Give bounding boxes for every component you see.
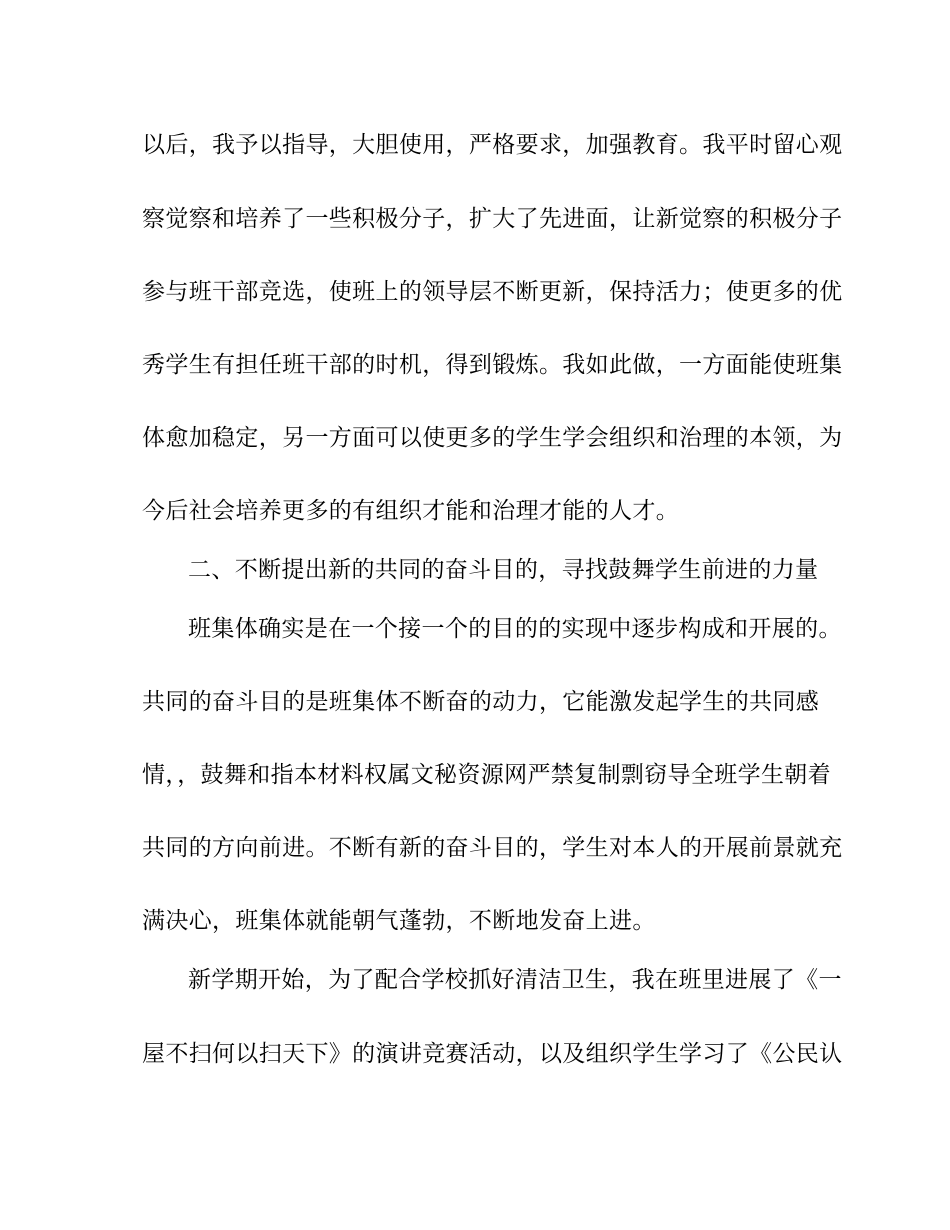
paragraph-line-12: 满决心，班集体就能朝气蓬勃，不断地发奋上进。 <box>142 908 656 934</box>
paragraph-line-9: 共同的奋斗目的是班集体不断奋的动力，它能激发起学生的共同感 <box>142 689 820 715</box>
paragraph-line-3: 参与班干部竞选，使班上的领导层不断更新，保持活力；使更多的优 <box>142 279 843 305</box>
paragraph-line-10: 情，，鼓舞和指本材料权属文秘资源网严禁复制剽窃导全班学生朝着 <box>142 762 831 788</box>
section-heading: 二、不断提出新的共同的奋斗目的，寻找鼓舞学生前进的力量 <box>188 557 819 583</box>
paragraph-line-13: 新学期开始，为了配合学校抓好清洁卫生，我在班里进展了《一 <box>188 967 842 993</box>
paragraph-line-1: 以后，我予以指导，大胆使用，严格要求，加强教育。我平时留心观 <box>142 132 843 158</box>
paragraph-line-6: 今后社会培养更多的有组织才能和治理才能的人才。 <box>142 498 680 524</box>
paragraph-line-8: 班集体确实是在一个接一个的目的的实现中逐步构成和开展的。 <box>188 616 842 642</box>
paragraph-line-4: 秀学生有担任班干部的时机，得到锻炼。我如此做，一方面能使班集 <box>142 352 843 378</box>
paragraph-line-14: 屋不扫何以扫天下》的演讲竞赛活动，以及组织学生学习了《公民认 <box>142 1041 843 1067</box>
paragraph-line-5: 体愈加稳定，另一方面可以使更多的学生学会组织和治理的本领，为 <box>142 425 843 451</box>
paragraph-line-2: 察觉察和培养了一些积极分子，扩大了先进面，让新觉察的积极分子 <box>142 206 843 232</box>
paragraph-line-11: 共同的方向前进。不断有新的奋斗目的，学生对本人的开展前景就充 <box>142 835 843 861</box>
